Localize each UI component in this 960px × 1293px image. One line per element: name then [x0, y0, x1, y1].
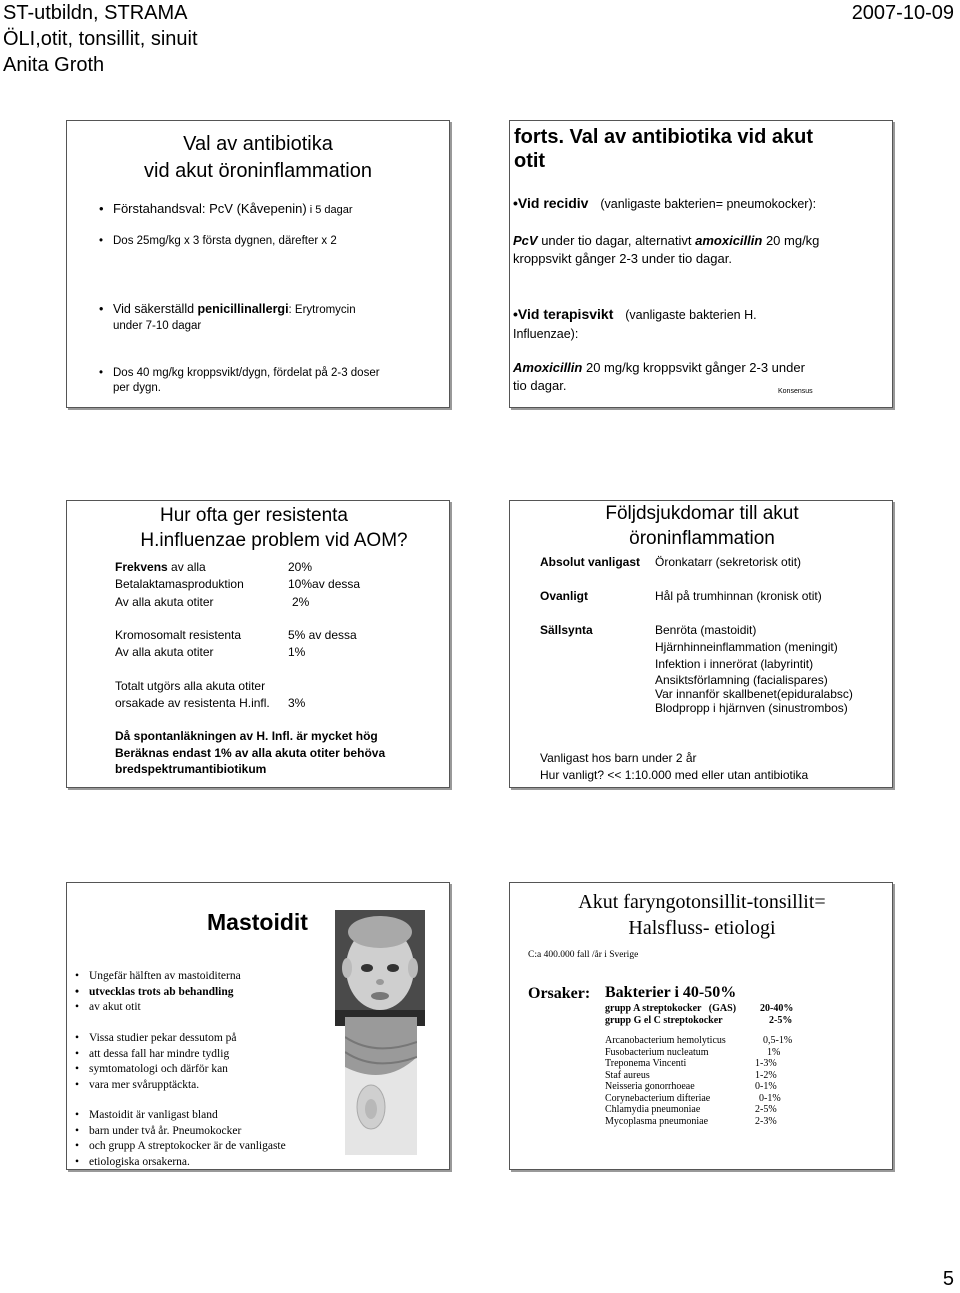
slide3-value-akuta-otiter-2: 1% [288, 645, 306, 659]
slide6-bakterier: Bakterier i 40-50% [605, 984, 737, 1001]
slide2-recidiv: •Vid recidiv (vanligaste bakterien= pneumokocker): [513, 195, 817, 211]
slide2-amoxicillin-text: Amoxicillin 20 mg/kg kroppsvikt gånger 2-3 under tio dagar. [513, 360, 805, 393]
slide1-bullet-2: • Dos 25mg/kg x 3 första dygnen, därefter x 2 [113, 235, 495, 247]
slide6-gcs-value: 2-5% [769, 1015, 793, 1026]
document-header [3, 0, 198, 78]
list-item: Treponema Vincenti 1-3% [605, 1058, 777, 1069]
slide3-value-kromosomalt: 5% av dessa [288, 628, 357, 642]
slide3-label-betalaktamas: Betalaktamasproduktion [115, 577, 244, 591]
slide5-paragraph-2: • Vissa studier pekar dessutom på • att dessa fall har mindre tydlig • symtomatologi och därför kan • vara mer svårupptäckta. [89, 1031, 237, 1093]
slide3-footer-line1: Då spontanläkningen av H. Infl. är mycket hög [115, 729, 378, 743]
slide3-value-betalaktamas: 10%av dessa [288, 577, 361, 591]
slide6-orsaker-label: Orsaker: [528, 985, 591, 1002]
slide3-footer-line3: bredspektrumantibiotikum [115, 762, 267, 776]
slide3-title-line2: H.influenzae problem vid AOM? [140, 530, 408, 551]
list-item: Arcanobacterium hemolyticus 0,5-1% [605, 1035, 793, 1046]
slide6-title-line1: Akut faryngotonsillit-tonsillit= [578, 891, 826, 913]
slide-foljdsjukdomar [509, 500, 893, 788]
slide5-paragraph-3: • Mastoidit är vanligast bland • barn under två år. Pneumokocker • och grupp A streptokocker är de vanligaste • etiologiska orsakerna. [89, 1108, 286, 1170]
slide6-gas-label: grupp A streptokocker (GAS) [605, 1003, 737, 1014]
slide2-pcv-text: PcV under tio dagar, alternativt amoxicillin 20 mg/kg kroppsvikt gånger 2-3 under tio dagar. [513, 233, 820, 266]
slide6-gcs-label: grupp G el C streptokocker [605, 1015, 723, 1026]
slide3-label-akuta-otiter-2: Av alla akuta otiter [115, 645, 214, 659]
list-item: Neisseria gonorrhoeae 0-1% [605, 1081, 777, 1092]
page-number: 5 [942, 1268, 954, 1290]
slide1-bullet-4: • Dos 40 mg/kg kroppsvikt/dygn, fördelat på 2-3 doser per dygn. [113, 366, 495, 396]
slide3-row-frekvens: Frekvens av alla [115, 560, 206, 574]
slide5-title: Mastoidit [207, 909, 308, 935]
slide3-footer-line2: Beräknas endast 1% av alla akuta otiter behöva [115, 746, 386, 760]
slide6-bacteria-list [605, 1035, 805, 1127]
slide3-total-line1: Totalt utgörs alla akuta otiter [115, 679, 266, 693]
slide4-item-meningit: Hjärnhinneinflammation (meningit) [655, 640, 838, 654]
slide4-label-sallsynta: Sällsynta [540, 623, 593, 637]
slide-resistenta-h-influenzae [66, 500, 450, 788]
slide6-case-count: C:a 400.000 fall /år i Sverige [528, 950, 639, 960]
slide-akut-faryngotonsillit [509, 882, 893, 1170]
slide1-title-line2: vid akut öroninflammation [144, 160, 372, 182]
list-item: Staf aureus 1-2% [605, 1069, 777, 1081]
slide1-title-line1: Val av antibiotika [183, 133, 333, 155]
slide4-title-line1: Följdsjukdomar till akut [605, 503, 799, 524]
slide3-total-line2: orsakade av resistenta H.infl. [115, 696, 270, 710]
slide4-text-hal-pa-trumhinnan: Hål på trumhinnan (kronisk otit) [655, 589, 822, 603]
slide4-item-benrota: Benröta (mastoidit) [655, 623, 757, 637]
list-item: Corynebacterium difteriae 0-1% [605, 1092, 781, 1104]
slide2-title-line1: forts. Val av antibiotika vid akut [514, 126, 813, 148]
ear-head-photo [345, 1017, 417, 1155]
slide4-label-ovanligt: Ovanligt [540, 589, 589, 603]
slide3-title-line1: Hur ofta ger resistenta [160, 505, 348, 526]
slide3-value-frekvens: 20% [288, 560, 313, 574]
slide3-label-kromosomalt: Kromosomalt resistenta [115, 628, 242, 642]
slide4-item-epiduralabsc: Var innanför skallbenet(epiduralabsc) [655, 687, 853, 701]
slide1-bullet-1: • Förstahandsval: PcV (Kåvepenin) i 5 dagar [113, 201, 495, 216]
slide-forts-val-av-antibiotika [509, 120, 893, 408]
slide1-bullet-3: • Vid säkerställd penicillinallergi: Erytromycin under 7-10 dagar [113, 302, 495, 334]
header-date: 2007-10-09 [851, 2, 954, 24]
slide4-item-sinustrombos: Blodpropp i hjärnven (sinustrombos) [655, 701, 848, 715]
list-item: Chlamydia pneumoniae 2-5% [605, 1104, 777, 1115]
slide3-value-akuta-otiter-1: 2% [292, 595, 310, 609]
slide6-title-line2: Halsfluss- etiologi [628, 917, 776, 939]
slide4-item-labyrintit: Infektion i innerörat (labyrintit) [655, 657, 814, 671]
child-face-photo [335, 910, 425, 1026]
slide4-title-line2: öroninflammation [629, 528, 775, 549]
slide4-footer-line2: Hur vanligt? << 1:10.000 med eller utan antibiotika [540, 768, 809, 782]
list-item: Fusobacterium nucleatum 1% [605, 1046, 781, 1058]
slide5-paragraph-1: • Ungefär hälften av mastoiditerna • utvecklas trots ab behandling • av akut otit [89, 969, 241, 1016]
list-item: Mycoplasma pneumoniae 2-3% [605, 1115, 777, 1127]
slide4-footer-line1: Vanligast hos barn under 2 år [540, 751, 697, 765]
slide2-title-line2: otit [514, 150, 546, 172]
slide4-label-absolut-vanligast: Absolut vanligast [540, 555, 641, 569]
slide4-item-facialispares: Ansiktsförlamning (facialispares) [655, 673, 828, 687]
slide2-terapisvikt: •Vid terapisvikt (vanligaste bakterien H. Influenzae): [513, 306, 757, 341]
slide2-konsensus: Konsensus [778, 388, 813, 395]
slide3-label-akuta-otiter-1: Av alla akuta otiter [115, 595, 214, 609]
header-line-1: ST-utbildn, STRAMA [3, 2, 188, 24]
header-line-3: Anita Groth [3, 54, 105, 76]
slide-mastoidit [66, 882, 450, 1170]
slide-val-av-antibiotika [66, 120, 450, 408]
slide4-text-oronkatarr: Öronkatarr (sekretorisk otit) [655, 555, 802, 569]
slide3-total-value: 3% [288, 696, 306, 710]
slide6-gas-value: 20-40% [760, 1003, 794, 1014]
header-line-2: ÖLI,otit, tonsillit, sinuit [3, 28, 198, 50]
